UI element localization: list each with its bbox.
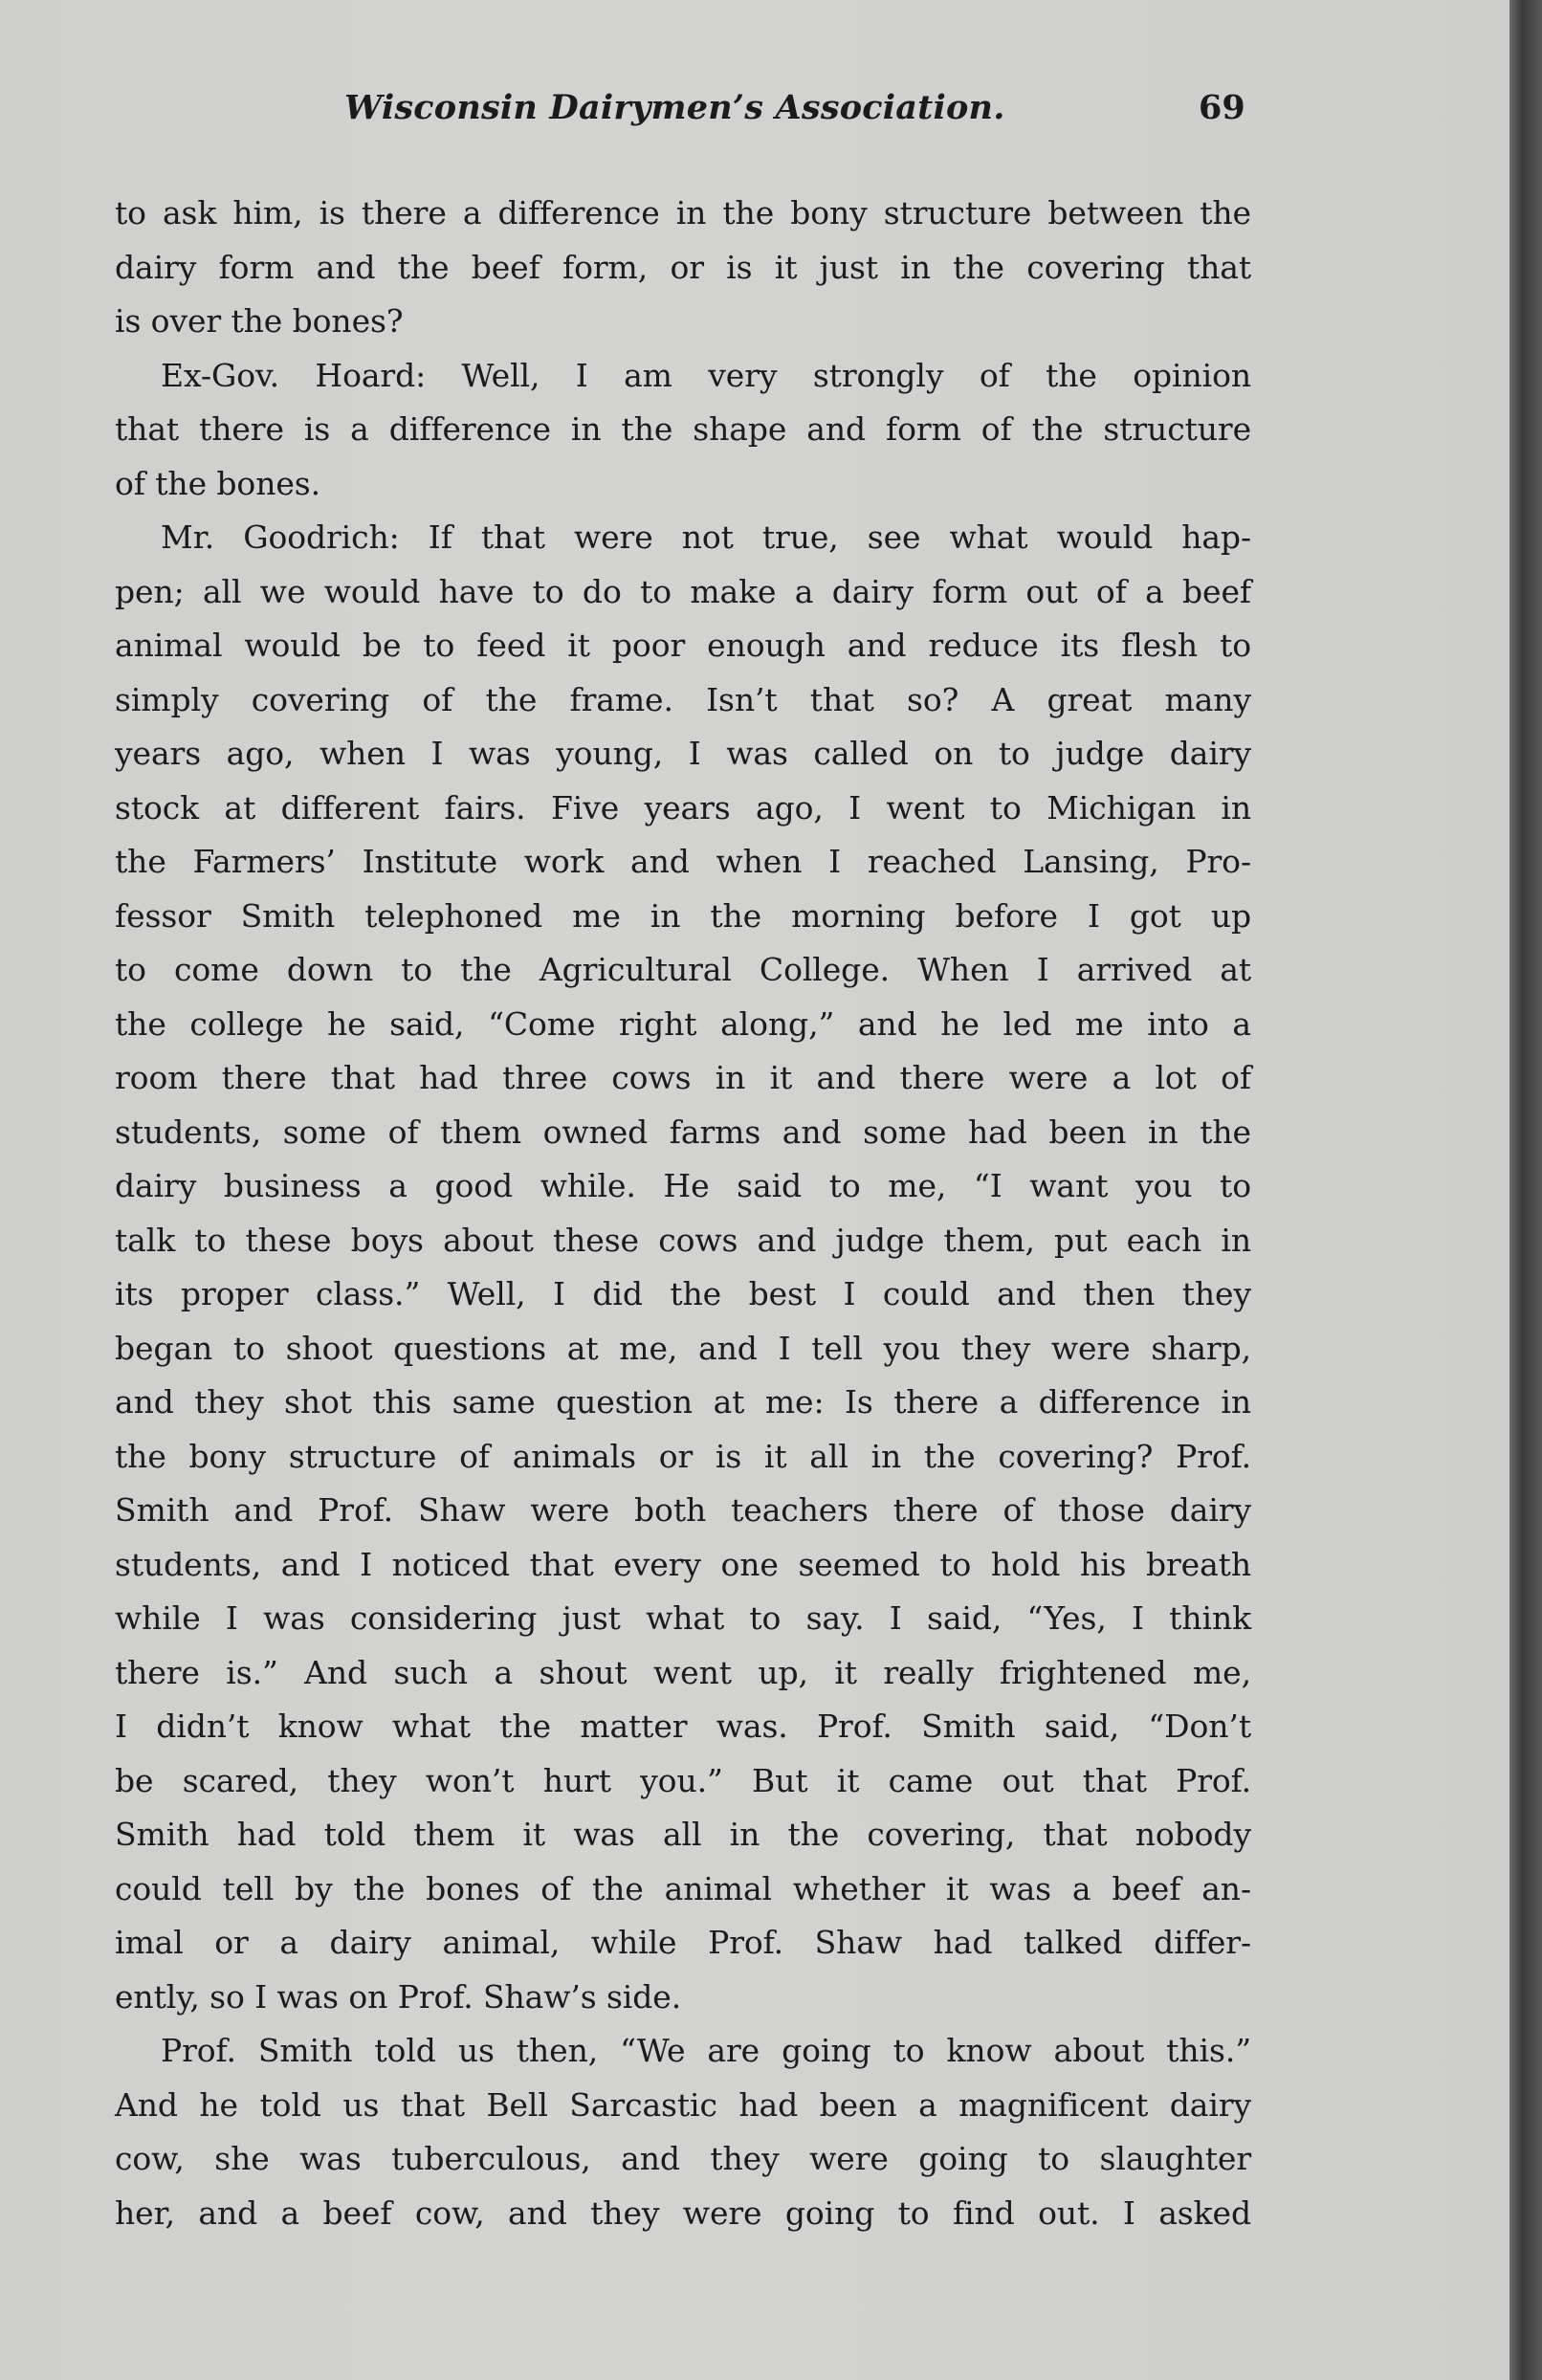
text-line: there is.” And such a shout went up, it really frightened me, — [115, 1653, 1251, 1691]
text-line: students, some of them owned farms and some had been in the — [115, 1113, 1251, 1151]
text-line: that there is a difference in the shape and form of the structure — [115, 410, 1251, 448]
text-line: to ask him, is there a difference in the bony structure between the — [115, 194, 1251, 231]
text-line: of the bones. — [115, 464, 321, 502]
text-line: students, and I noticed that every one seemed to hold his breath — [115, 1545, 1251, 1583]
text-line: years ago, when I was young, I was called on to judge dairy — [115, 735, 1251, 772]
text-line: Smith had told them it was all in the covering, that nobody — [115, 1816, 1251, 1853]
text-line: is over the bones? — [115, 302, 404, 340]
body-text — [115, 187, 1251, 2240]
text-line: stock at different fairs. Five years ago, I went to Michigan in — [115, 788, 1251, 826]
text-line: while I was considering just what to say. I said, “Yes, I think — [115, 1599, 1251, 1637]
text-line: Prof. Smith told us then, “We are going to know about this.” — [161, 2032, 1251, 2069]
page-number: 69 — [1199, 88, 1245, 127]
text-line: her, and a beef cow, and they were going to find out. I asked — [115, 2193, 1251, 2232]
text-line: Mr. Goodrich: If that were not true, see what would hap- — [161, 518, 1251, 556]
text-line: cow, she was tuberculous, and they were going to slaughter — [115, 2140, 1251, 2177]
text-line: be scared, they won’t hurt you.” But it came out that Prof. — [115, 1761, 1251, 1799]
text-line: to come down to the Agricultural College. When I arrived at — [115, 951, 1251, 988]
text-line: Smith and Prof. Shaw were both teachers there of those dairy — [115, 1491, 1251, 1529]
text-line: fessor Smith telephoned me in the morning before I got up — [115, 896, 1251, 935]
text-line: room there that had three cows in it and there were a lot of — [115, 1059, 1251, 1096]
text-line: talk to these boys about these cows and judge them, put each in — [115, 1221, 1251, 1259]
page-header — [0, 88, 1509, 145]
text-line: and they shot this same question at me: Is there a difference in — [115, 1383, 1251, 1421]
text-line: dairy form and the beef form, or is it just in the covering that — [115, 248, 1251, 286]
text-line: the bony structure of animals or is it all in the covering? Prof. — [115, 1437, 1251, 1475]
running-title: Wisconsin Dairymen’s Association. — [344, 88, 1005, 127]
text-line: simply covering of the frame. Isn’t that so? A great many — [115, 680, 1251, 718]
text-line: began to shoot questions at me, and I tell you they were sharp, — [115, 1329, 1251, 1367]
text-line: animal would be to feed it poor enough and reduce its flesh to — [115, 627, 1251, 664]
text-line: the Farmers’ Institute work and when I reached Lansing, Pro- — [115, 843, 1251, 880]
text-line: its proper class.” Well, I did the best I could and then they — [115, 1275, 1251, 1312]
text-line: imal or a dairy animal, while Prof. Shaw had talked differ- — [115, 1924, 1251, 1961]
text-line: dairy business a good while. He said to me, “I want you to — [115, 1167, 1251, 1204]
text-line: And he told us that Bell Sarcastic had been a magnificent dairy — [115, 2085, 1251, 2124]
text-line: the college he said, “Come right along,” and he led me into a — [115, 1004, 1251, 1043]
text-line: Ex-Gov. Hoard: Well, I am very strongly of the opinion — [161, 356, 1251, 394]
book-spine-edge — [1509, 0, 1542, 2380]
text-line: could tell by the bones of the animal whether it was a beef an- — [115, 1869, 1251, 1907]
text-line: I didn’t know what the matter was. Prof. Smith said, “Don’t — [115, 1708, 1251, 1745]
text-line: pen; all we would have to do to make a dairy form out of a beef — [115, 572, 1251, 610]
text-line: ently, so I was on Prof. Shaw’s side. — [115, 1977, 682, 2016]
